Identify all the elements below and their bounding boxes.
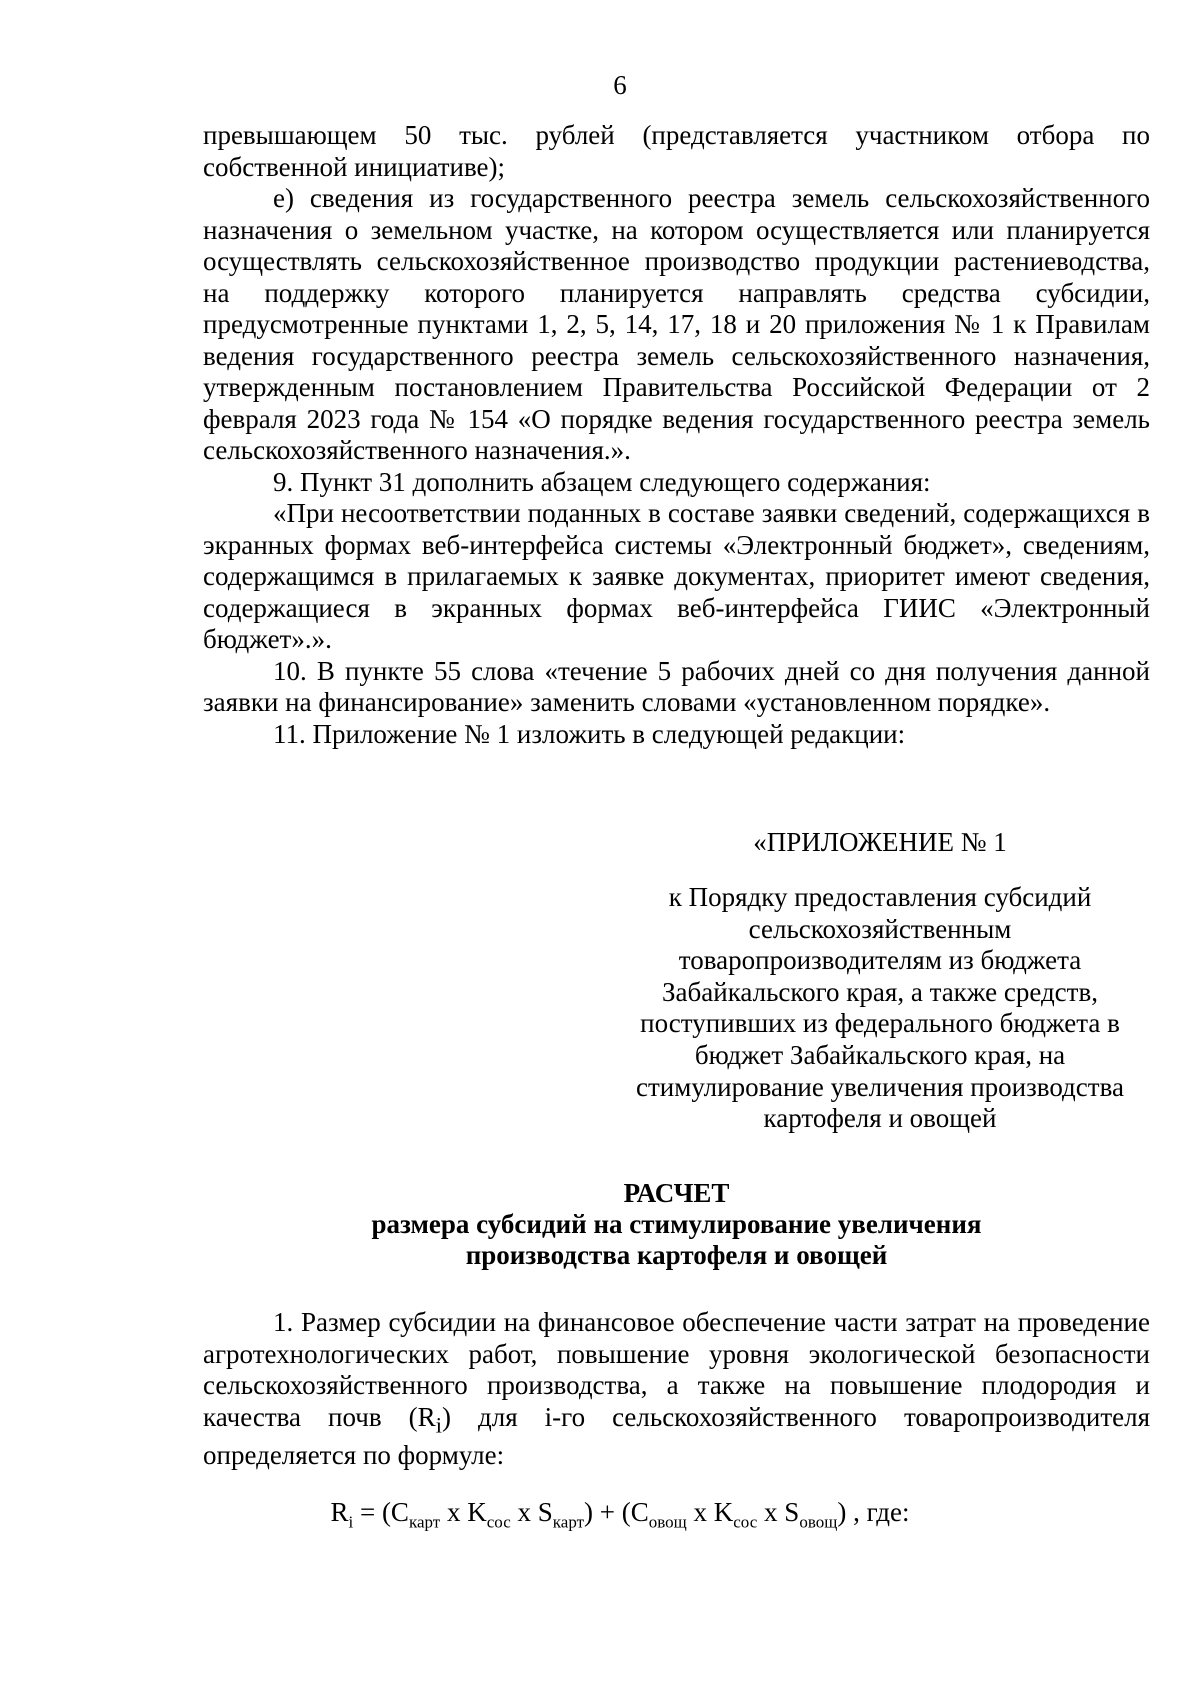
heading-subtitle-1: размера субсидий на стимулирование увеличения: [371, 1209, 982, 1239]
appendix-line: стимулирование увеличения производства: [636, 1071, 1124, 1102]
formula-part: ) + (C: [584, 1497, 649, 1527]
paragraph-11: 11. Приложение № 1 изложить в следующей редакции:: [273, 718, 906, 749]
paragraph-9: 9. Пункт 31 дополнить абзацем следующего содержания:: [273, 466, 931, 497]
formula-sub: карт: [552, 1512, 585, 1532]
formula-part: x S: [510, 1497, 553, 1527]
paragraph-quote: «При несоответствии поданных в составе заявки сведений, содержащихся в экранных формах веб-интерфейса системы «Электронный бюджет», сведениям, содержащимся в прилагаемых к заявке документах, приоритет имеют сведения, содержащиеся в экранных формах веб-интерфейса ГИИС «Электронный бюджет».».: [203, 498, 1150, 654]
paragraph-10: 10. В пункте 55 слова «течение 5 рабочих дней со дня получения данной заявки на финансирование» заменить словами «установленном порядке».: [203, 655, 1150, 717]
heading-subtitle-2: производства картофеля и овощей: [465, 1240, 888, 1270]
formula-part: = (C: [353, 1497, 409, 1527]
formula-sub: овощ: [648, 1512, 687, 1532]
section-1: [203, 1307, 1150, 1472]
heading-title: РАСЧЕТ: [623, 1178, 730, 1208]
appendix-line: картофеля и овощей: [763, 1103, 997, 1134]
section-1-sub: i: [435, 1411, 442, 1437]
formula-part: x K: [686, 1497, 734, 1527]
section-1-paragraph: [203, 1307, 1150, 1472]
paragraph-e: е) сведения из государственного реестра земель сельскохозяйственного назначения о земельном участке, на котором осуществляется или планируется осуществлять сельскохозяйственное производство продукции растениеводства, на поддержку которого планируется направлять средства субсидии, предусмотренные пунктами 1, 2, 5, 14, 17, 18 и 20 приложения № 1 к Правилам ведения государственного реестра земель сельскохозяйственного назначения, утвержденным постановлением Правительства Российской Федерации от 2 февраля 2023 года № 154 «О порядке ведения государственного реестра земель сельскохозяйственного назначения.».: [203, 183, 1150, 465]
body-text: [203, 120, 1150, 750]
formula-sub: овощ: [799, 1512, 838, 1532]
appendix-title: «ПРИЛОЖЕНИЕ № 1: [753, 827, 1007, 857]
section-heading: [203, 1178, 1150, 1271]
formula-part: R: [330, 1497, 349, 1527]
paragraph-continuation: превышающем 50 тыс. рублей (представляется участником отбора по собственной инициативе);: [203, 120, 1150, 182]
formula-sub: сос: [486, 1512, 511, 1532]
section-1-text-b: ) для i-го сельскохозяйственного товаропроизводителя определяется по формуле:: [203, 1401, 1150, 1471]
formula-part: ) , где:: [837, 1497, 910, 1527]
formula-part: x K: [440, 1497, 487, 1527]
section-1-text-a: 1. Размер субсидии на финансовое обеспечение части затрат на проведение агротехнологических работ, повышение уровня экологической безопасности сельскохозяйственного производства, а также на повышение плодородия и качества почв (R: [203, 1307, 1150, 1432]
appendix-line: сельскохозяйственным: [748, 913, 1012, 944]
appendix-line: товаропроизводителям из бюджета: [678, 945, 1082, 976]
appendix-subtitle: [600, 882, 1160, 1135]
appendix-line: Забайкальского края, а также средств,: [662, 976, 1098, 1007]
appendix-line: бюджет Забайкальского края, на: [694, 1039, 1066, 1070]
formula-part: x S: [757, 1497, 800, 1527]
appendix-line: поступивших из федерального бюджета в: [640, 1008, 1120, 1039]
formula-sub: карт: [408, 1512, 441, 1532]
formula-sub: i: [348, 1512, 354, 1532]
formula: [0, 1497, 1200, 1532]
formula-sub: сос: [733, 1512, 758, 1532]
page-number: 6: [613, 70, 627, 100]
appendix-line: к Порядку предоставления субсидий: [668, 882, 1092, 912]
